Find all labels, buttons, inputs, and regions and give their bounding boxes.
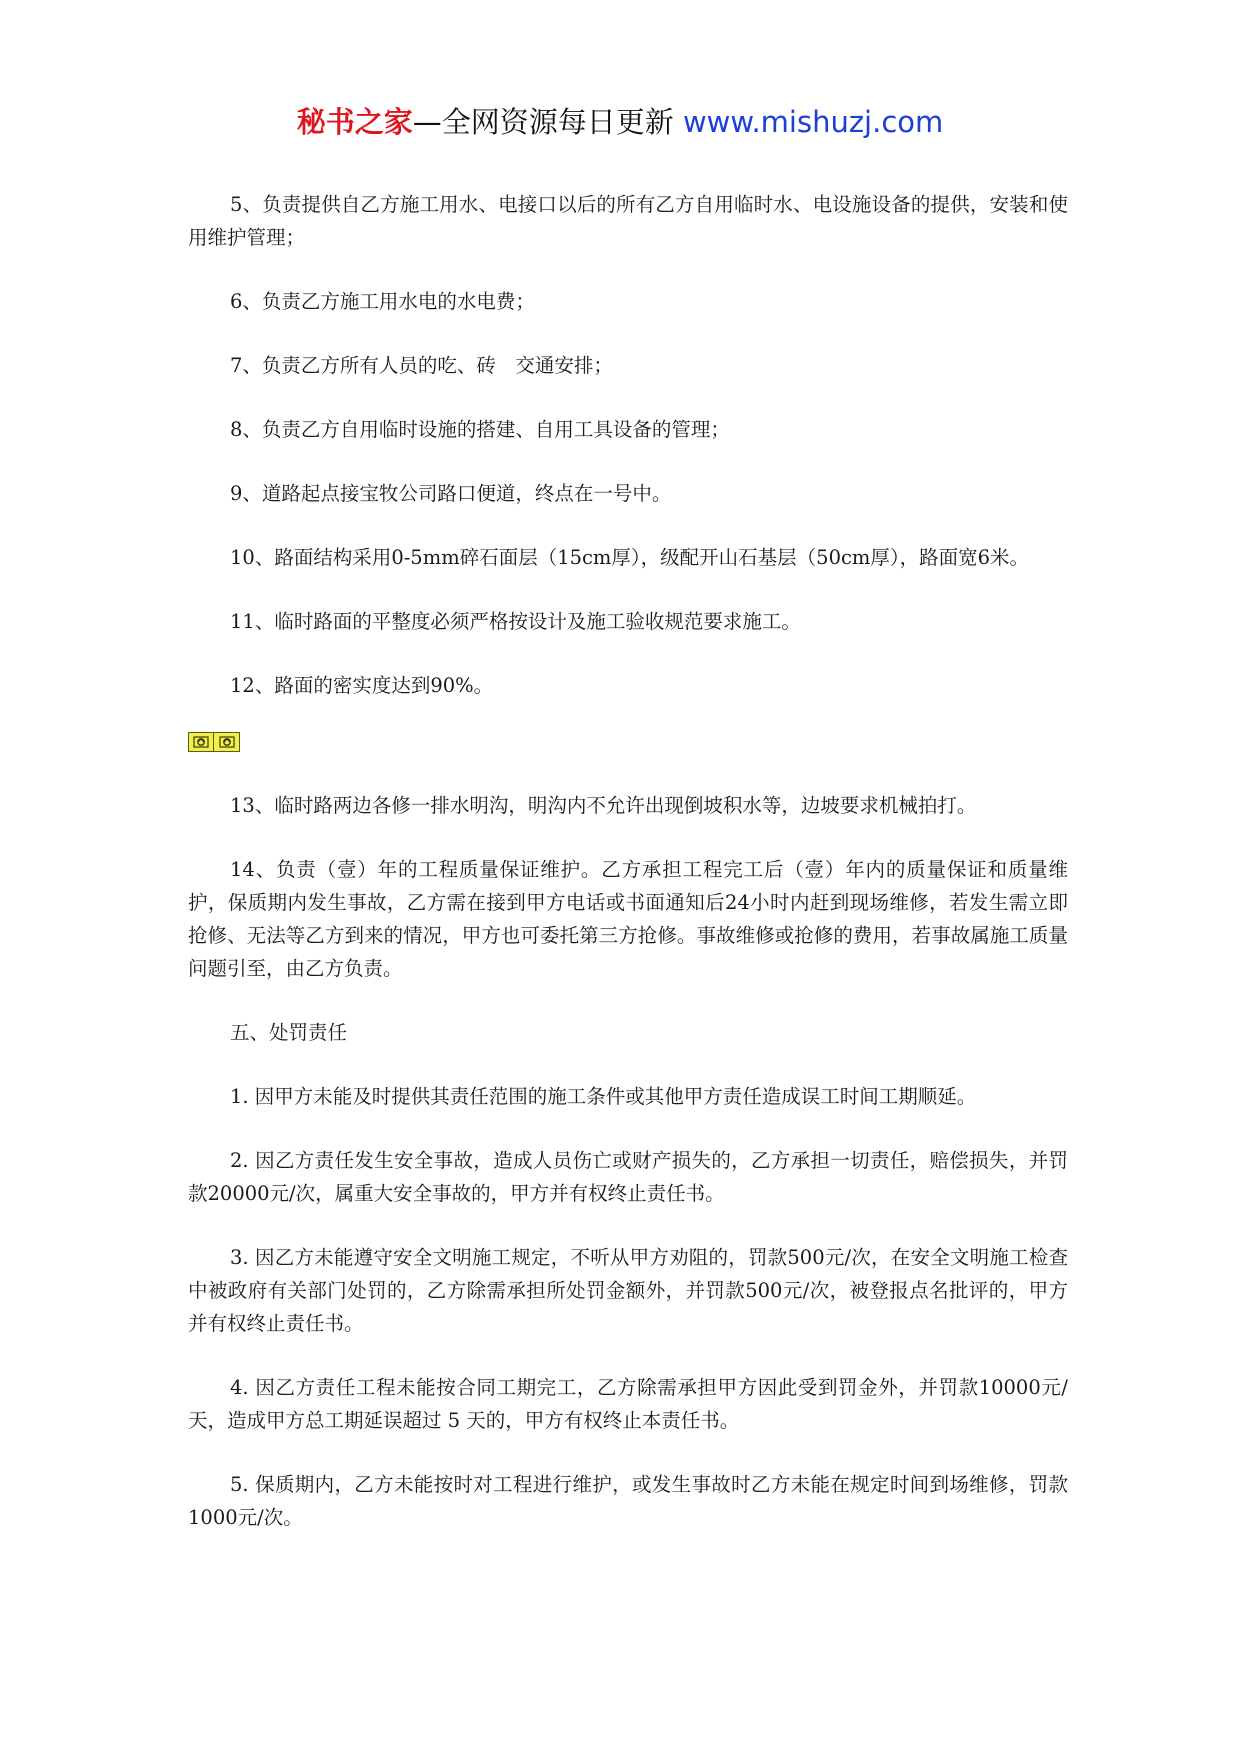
paragraph: 12、路面的密实度达到90%。	[230, 674, 494, 697]
link-icon-glyph	[218, 734, 236, 750]
section-heading: 五、处罚责任	[230, 1021, 348, 1044]
paragraph: 5. 保质期内，乙方未能按时对工程进行维护，或发生事故时乙方未能在规定时间到场维修，罚款1000元/次。	[188, 1473, 1068, 1529]
site-tagline: —全网资源每日更新	[412, 105, 674, 139]
link-icon-glyph	[192, 734, 210, 750]
document-body	[188, 188, 1068, 1565]
paragraph: 14、负责（壹）年的工程质量保证维护。乙方承担工程完工后（壹）年内的质量保证和质量维护，保质期内发生事故，乙方需在接到甲方电话或书面通知后24小时内赶到现场维修，若发生需立即抢修、无法等乙方到来的情况，甲方也可委托第三方抢修。事故维修或抢修的费用，若事故属施工质量问题引至，由乙方负责。	[188, 858, 1068, 980]
paragraph: 5、负责提供自乙方施工用水、电接口以后的所有乙方自用临时水、电设施设备的提供，安装和使用维护管理；	[188, 193, 1068, 249]
paragraph: 1. 因甲方未能及时提供其责任范围的施工条件或其他甲方责任造成误工时间工期顺延。	[230, 1085, 977, 1108]
page-header	[0, 102, 1240, 142]
link-icon[interactable]	[188, 732, 214, 752]
paragraph: 3. 因乙方未能遵守安全文明施工规定，不听从甲方劝阻的，罚款500元/次，在安全文明施工检查中被政府有关部门处罚的，乙方除需承担所处罚金额外，并罚款500元/次，被登报点名批评的，甲方并有权终止责任书。	[188, 1246, 1068, 1335]
embedded-icons	[188, 727, 1068, 757]
paragraph: 9、道路起点接宝牧公司路口便道，终点在一号中。	[230, 482, 672, 505]
paragraph: 11、临时路面的平整度必须严格按设计及施工验收规范要求施工。	[230, 610, 801, 633]
paragraph: 7、负责乙方所有人员的吃、砖 交通安排；	[230, 354, 613, 377]
link-icon[interactable]	[214, 732, 240, 752]
paragraph: 10、路面结构采用0-5mm碎石面层（15cm厚），级配开山石基层（50cm厚），路面宽6米。	[230, 546, 1030, 569]
paragraph: 13、临时路两边各修一排水明沟，明沟内不允许出现倒坡积水等，边坡要求机械拍打。	[230, 794, 977, 817]
paragraph: 8、负责乙方自用临时设施的搭建、自用工具设备的管理；	[230, 418, 730, 441]
site-url-link[interactable]: www.mishuzj.com	[682, 105, 944, 139]
paragraph: 2. 因乙方责任发生安全事故，造成人员伤亡或财产损失的，乙方承担一切责任，赔偿损失，并罚款20000元/次，属重大安全事故的，甲方并有权终止责任书。	[188, 1149, 1068, 1205]
site-brand: 秘书之家	[296, 105, 413, 139]
paragraph: 6、负责乙方施工用水电的水电费；	[230, 290, 535, 313]
paragraph: 4. 因乙方责任工程未能按合同工期完工，乙方除需承担甲方因此受到罚金外，并罚款10000元/天，造成甲方总工期延误超过 5 天的，甲方有权终止本责任书。	[188, 1376, 1068, 1432]
